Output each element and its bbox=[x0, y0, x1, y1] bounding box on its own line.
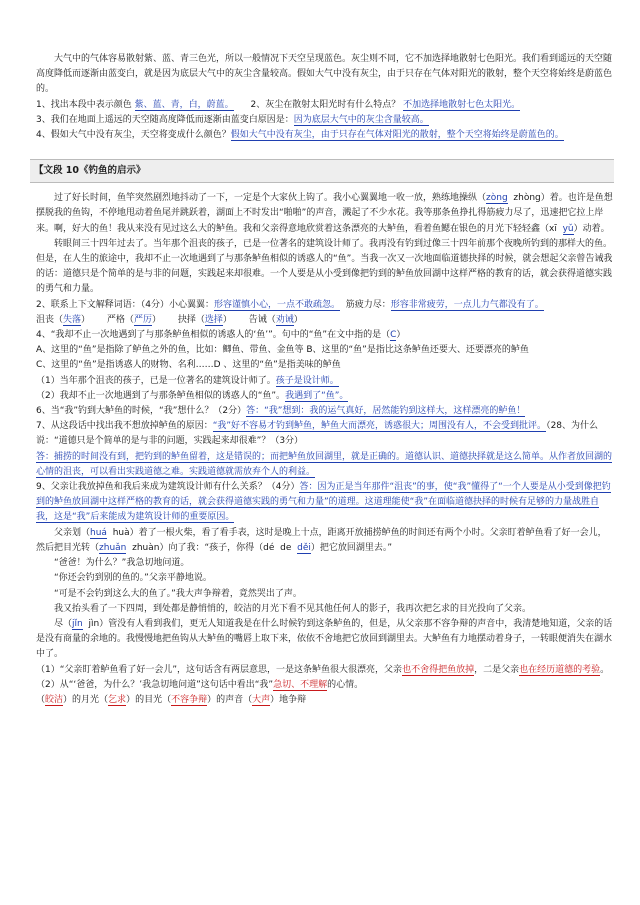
section-title: 【文段 10《钓鱼的启示》 bbox=[30, 159, 614, 183]
answer: 急切、不理解 bbox=[273, 679, 328, 690]
question-4-text: 4、假如大气中没有灰尘，天空将变成什么颜色？ bbox=[36, 130, 231, 141]
text: ）管没有人看到我们，更无人知道我是在什么时候钓到这条鲈鱼的，但是，从父亲那不容争辩的声音中，我清楚地知道，父亲的话是没有商量的余地的。我慢慢地把鱼钩从大鲈鱼的嘴唇上取下来，依依不舍地把它放回到湖里去。大鲈鱼有力地摆动着身子，一转眼便消失在湖水中了。 bbox=[36, 618, 613, 660]
question-text: （28、为什么说：“道德只是个简单的是与非的问题，实践起来却很难”？（3分） bbox=[36, 421, 599, 447]
question-text: （1）“父亲盯着鲈鱼看了好一会儿”，这句话含有两层意思，一是这条鲈鱼很大很漂亮，父亲 bbox=[36, 664, 403, 675]
pinyin-option: jìn bbox=[88, 618, 100, 629]
pinyin-option: yǔ bbox=[562, 223, 574, 234]
question-8-answer bbox=[36, 450, 614, 480]
passage-paragraph: 大气中的气体容易散射紫、蓝、青三色光，所以一般情况下天空呈现蓝色。灰尘则不同，它不加选择地散射七色阳光。我们看到遥远的天空随高度降低而逐渐由蓝变白，就是因为底层大气中的灰尘含量较高。假如大气中没有灰尘，由于只存在气体对阳光的散射，整个天空将始终是蔚蓝色的。 bbox=[36, 54, 613, 95]
passage-paragraph-1 bbox=[36, 191, 614, 237]
answer: 严厉 bbox=[133, 314, 152, 325]
option-c-d: C、这里的“鱼”是指诱惑人的财物、名利……D 、这里的“鱼”是指美味的鲈鱼 bbox=[36, 360, 341, 371]
pinyin-option: xī bbox=[549, 223, 557, 234]
question-text: 的心情。 bbox=[327, 679, 364, 690]
question-3-synonyms bbox=[36, 313, 614, 328]
question-4 bbox=[36, 128, 614, 143]
pinyin-option: zhuǎn bbox=[99, 542, 127, 553]
text: ）着。也许是鱼想摆脱我的鱼钩，不停地甩动着鱼尾并跳跃着，湖面上不时发出“啪啪”的声音，溅起了不少水花。我等那条鱼挣扎得筋疲力尽了，迅速把它拉上岸来。啊，好大的鱼！我从来没有见过这么大的鲈鱼。我和父亲得意地欣赏着这条漂亮的大鲈鱼，看着鱼鳃在银色的月光下轻轻鑫（ bbox=[36, 193, 613, 234]
question-text: （2）从“‘爸爸，为什么？’我急切地问道”这句话中看出“我” bbox=[36, 679, 274, 690]
word-collocation bbox=[36, 693, 614, 708]
question-text: 筋疲力尽： bbox=[345, 299, 391, 310]
dialogue-line: “你还会钓到别的鱼的。”父亲平静地说。 bbox=[54, 573, 212, 584]
question-text: 9、父亲让我放掉鱼和我后来成为建筑设计师有什么关系？（4分） bbox=[36, 482, 300, 493]
answer: 我遇到了“鱼”。 bbox=[285, 390, 349, 401]
text: 过了好长时间，鱼竿突然剧烈地抖动了一下，一定是个大家伙上钩了。我小心翼翼地一收一放，熟练地操纵（ bbox=[54, 193, 487, 204]
answer-1: 紫、蓝、青，白，蔚蓝。 bbox=[134, 99, 234, 110]
question-text: 2、联系上下文解释词语：（4分）小心翼翼： bbox=[36, 299, 214, 310]
question-text: 6、当“我”钓到大鲈鱼的时候，“我”想什么？（2分） bbox=[36, 406, 247, 417]
dialogue-line: “爸爸！为什么？”我急切地问道。 bbox=[54, 558, 190, 569]
question-5-2 bbox=[36, 389, 614, 404]
label: 告诫（ bbox=[248, 314, 276, 325]
label: ）地争辩 bbox=[270, 694, 307, 705]
answer: 答：捕捞的时间没有到，把钓到的鲈鱼留着，这是错误的；而把鲈鱼放回湖里，就是正确的。道德认识、道德抉择就是这么简单。从作者放回湖的心情的沮丧，可以看出实践道德之难。实践道德就需放弃个人的利益。 bbox=[36, 451, 613, 477]
question-3 bbox=[36, 113, 614, 128]
label: ） bbox=[293, 314, 303, 325]
answer: 答：因为正是当年那件“沮丧”的事，使“我”懂得了“一个人要是从小受到像把钓到的鲈鱼放回湖中这样严格的教育的话，就会获得道德实践的勇气和力量”的道理。这道理能使“我”在面临道德抉择的时候有足够的力量战胜自我，这是“我”后来能成为建筑设计师的重要原因。 bbox=[36, 482, 611, 523]
answer: 失落 bbox=[63, 314, 82, 325]
question-text: ，二是父亲 bbox=[474, 664, 520, 675]
label: ）的月光（ bbox=[63, 694, 109, 705]
question-5-1 bbox=[36, 374, 614, 389]
question-text: 7、从这段话中找出我不想放掉鲈鱼的原因： bbox=[36, 421, 213, 432]
fill-question-1 bbox=[36, 663, 614, 693]
answer-4: 假如大气中没有灰尘，由于只存在气体对阳光的散射，整个天空将始终是蔚蓝色的。 bbox=[230, 130, 564, 141]
label: （ bbox=[36, 694, 46, 705]
answer: 大声 bbox=[252, 694, 271, 705]
answer: 皎洁 bbox=[45, 694, 64, 705]
question-1-text: 1、找出本段中表示颜色 bbox=[36, 99, 132, 110]
label: ） bbox=[151, 314, 161, 325]
question-7 bbox=[36, 419, 614, 449]
answer-2: 不加选择地散射七色太阳光。 bbox=[403, 99, 521, 110]
answer: C bbox=[390, 330, 397, 341]
text: ）向了我：“孩子，你得（ bbox=[159, 542, 264, 553]
question-text: 4、“我却不止一次地遇到了与那条鲈鱼相似的诱惑人的‘鱼’”。句中的“鱼”在文中指的是（ bbox=[36, 330, 391, 341]
passage-paragraph-3 bbox=[36, 526, 614, 556]
label: ）的声音（ bbox=[207, 694, 253, 705]
text: ）把它放回湖里去。” bbox=[310, 542, 393, 553]
question-text: （1）当年那个沮丧的孩子，已是一位著名的建筑设计师了。 bbox=[36, 375, 276, 386]
label: 抉择（ bbox=[177, 314, 205, 325]
answer: 形容谨慎小心，一点不敢疏忽。 bbox=[213, 299, 340, 310]
answer: 不容争辩 bbox=[171, 694, 208, 705]
section-sky-color bbox=[36, 52, 614, 143]
answer: 形容非常疲劳，一点儿力气都没有了。 bbox=[390, 299, 544, 310]
pinyin-option: zhòng bbox=[513, 193, 541, 204]
pinyin-option: huá bbox=[90, 527, 107, 538]
text: ）着了一根火柴，看了看手表，这时是晚上十点，距离开放捕捞鲈鱼的时间还有两个小时。父亲盯着鲈鱼看了好一会儿，然后把目光转（ bbox=[36, 527, 607, 553]
label: ） bbox=[396, 330, 406, 341]
passage-paragraph-4: 我又抬头看了一下四周，到处都是静悄悄的，皎洁的月光下看不见其他任何人的影子，我再次把乞求的目光投向了父亲。 bbox=[54, 603, 532, 614]
pinyin-option: zòng bbox=[486, 193, 508, 204]
text: ）动着。 bbox=[573, 223, 610, 234]
passage-paragraph-2: 转眼间三十四年过去了。当年那个沮丧的孩子，已是一位著名的建筑设计师了。我再没有钓到过像三十四年前那个夜晚所钓到的那样大的鱼。但是，在人生的旅途中，我却不止一次地遇到了与那条鲈鱼相似的诱惑人的“鱼”。当我一次又一次地面临道德抉择的时候，就会想起父亲曾告诫我的话：道德只是个简单的是与非的问题，实践起来却很难。一个人要是从小受到像把钓到的鲈鱼放回湖中这样严格的教育的话，就会获得道德实践的勇气和力量。 bbox=[36, 238, 613, 295]
question-text: （2）我却不止一次地遇到了与那条鲈鱼相似的诱惑人的“鱼”。 bbox=[36, 390, 286, 401]
answer: 劝诫 bbox=[275, 314, 294, 325]
answer: “我”好不容易才钓到鲈鱼，鲈鱼大而漂亮，诱惑很大；周围没有人，不会受到批评。 bbox=[212, 421, 547, 432]
question-3-text: 3、我们在地面上遥远的天空随高度降低而逐渐由蓝变白原因是： bbox=[36, 114, 294, 125]
dialogue-line: “可是不会钓到这么大的鱼了。”我大声争辩着，竟然哭出了声。 bbox=[54, 588, 302, 599]
pinyin-option: dé bbox=[263, 542, 275, 553]
answer: 选择 bbox=[204, 314, 223, 325]
label: ）的目光（ bbox=[126, 694, 172, 705]
pinyin-option: huà bbox=[112, 527, 130, 538]
answer: 也在经历道德的考验 bbox=[519, 664, 601, 675]
section-fishing bbox=[36, 191, 614, 708]
question-2 bbox=[36, 298, 614, 313]
question-2-text: 2、灰尘在散射太阳光时有什么特点？ bbox=[250, 99, 401, 110]
answer: 答：“我”想到：我的运气真好，居然能钓到这样大，这样漂亮的鲈鱼！ bbox=[246, 406, 526, 417]
answer: 乞求 bbox=[108, 694, 127, 705]
question-4 bbox=[36, 328, 614, 343]
passage-paragraph-5 bbox=[36, 617, 614, 663]
question-text: 。 bbox=[600, 664, 610, 675]
question-9 bbox=[36, 480, 614, 526]
question-6 bbox=[36, 404, 614, 419]
label: ） bbox=[81, 314, 91, 325]
pinyin-option: jǐn bbox=[72, 618, 83, 629]
answer-3: 因为底层大气中的灰尘含量较高。 bbox=[293, 114, 429, 125]
pinyin-option: zhuàn bbox=[132, 542, 160, 553]
answer: 也不舍得把鱼放掉 bbox=[402, 664, 475, 675]
pinyin-option: děi bbox=[297, 542, 311, 553]
pinyin-option: de bbox=[280, 542, 292, 553]
label: 沮丧（ bbox=[36, 314, 64, 325]
label: 严格（ bbox=[106, 314, 134, 325]
text: 尽（ bbox=[54, 618, 73, 629]
question-1 bbox=[36, 98, 614, 113]
answer: 孩子是设计师。 bbox=[275, 375, 339, 386]
label: ） bbox=[222, 314, 232, 325]
text: 父亲划（ bbox=[54, 527, 91, 538]
option-a-b: A、这里的“鱼”是指除了鲈鱼之外的鱼，比如：鲫鱼、带鱼、金鱼等 B、这里的“鱼”是指比这条鲈鱼还要大、还要漂亮的鲈鱼 bbox=[36, 345, 529, 356]
